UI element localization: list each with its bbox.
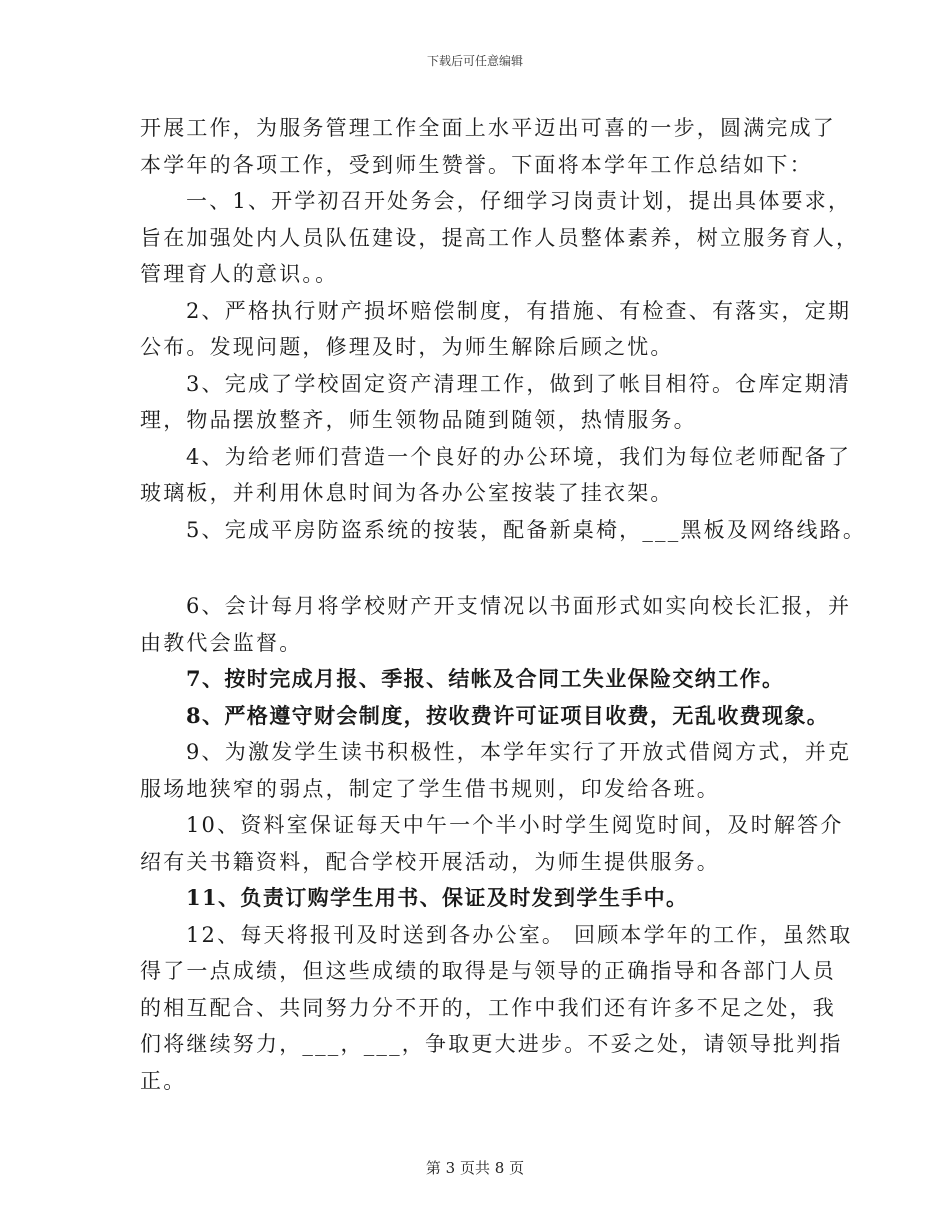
body-line-1: 开展工作，为服务管理工作全面上水平迈出可喜的一步，圆满完成了 xyxy=(140,116,836,140)
body-line-5: 管理育人的意识。。 xyxy=(140,262,339,286)
body-line-9: 理，物品摆放整齐，师生领物品随到随领，热情服务。 xyxy=(140,408,697,432)
body-line-11: 玻璃板，并利用休息时间为各办公室按装了挂衣架。 xyxy=(140,481,674,505)
body-line-13: 6、会计每月将学校财产开支情况以书面形式如实向校长汇报，并 xyxy=(186,594,852,618)
body-line-12: 5、完成平房防盗系统的按装，配备新桌椅，___黑板及网络线路。 xyxy=(186,517,867,542)
body-line-4: 旨在加强处内人员队伍建设，提高工作人员整体素养，树立服务育人， xyxy=(140,225,860,250)
body-line-3: 一、1、开学初召开处务会，仔细学习岗责计划，提出具体要求， xyxy=(186,189,852,213)
body-line-21: 11、负责订购学生用书、保证及时发到学生手中。 xyxy=(186,885,689,910)
body-line-18: 服场地狭窄的弱点，制定了学生借书规则，印发给各班。 xyxy=(140,776,720,801)
document-body xyxy=(140,110,867,1099)
body-line-23: 得了一点成绩，但这些成绩的取得是与领导的正确指导和各部门人员 xyxy=(140,959,836,983)
page-footer: 第 3 页共 8 页 xyxy=(425,1159,525,1177)
body-line-22: 12、每天将报刊及时送到各办公室。 回顾本学年的工作，虽然取 xyxy=(186,922,853,947)
body-line-17: 9、为激发学生读书积极性，本学年实行了开放式借阅方式，并克 xyxy=(186,740,852,764)
paragraph-gap xyxy=(140,548,812,588)
page-header: 下载后可任意编辑 xyxy=(426,54,523,68)
body-line-15: 7、按时完成月报、季报、结帐及合同工失业保险交纳工作。 xyxy=(186,666,785,691)
body-line-26: 正。 xyxy=(140,1068,187,1093)
body-line-25: 们将继续努力，___，___，争取更大进步。不妥之处，请领导批判指 xyxy=(140,1032,843,1056)
body-line-10: 4、为给老师们营造一个良好的办公环境，我们为每位老师配备了 xyxy=(186,444,852,469)
body-line-16: 8、严格遵守财会制度，按收费许可证项目收费，无乱收费现象。 xyxy=(186,702,830,728)
body-line-6: 2、严格执行财产损坏赔偿制度，有措施、有检查、有落实，定期 xyxy=(186,298,852,323)
body-line-20: 绍有关书籍资料，配合学校开展活动，为师生提供服务。 xyxy=(140,849,720,874)
body-line-2: 本学年的各项工作，受到师生赞誉。下面将本学年工作总结如下： xyxy=(140,152,813,177)
body-line-24: 的相互配合、共同努力分不开的，工作中我们还有许多不足之处，我 xyxy=(140,995,836,1020)
body-line-8: 3、完成了学校固定资产清理工作，做到了帐目相符。仓库定期清 xyxy=(186,371,852,396)
body-line-14: 由教代会监督。 xyxy=(140,630,303,655)
body-line-19: 10、资料室保证每天中午一个半小时学生阅览时间，及时解答介 xyxy=(186,813,844,837)
body-line-7: 公布。发现问题，修理及时，为师生解除后顾之忧。 xyxy=(140,335,674,359)
